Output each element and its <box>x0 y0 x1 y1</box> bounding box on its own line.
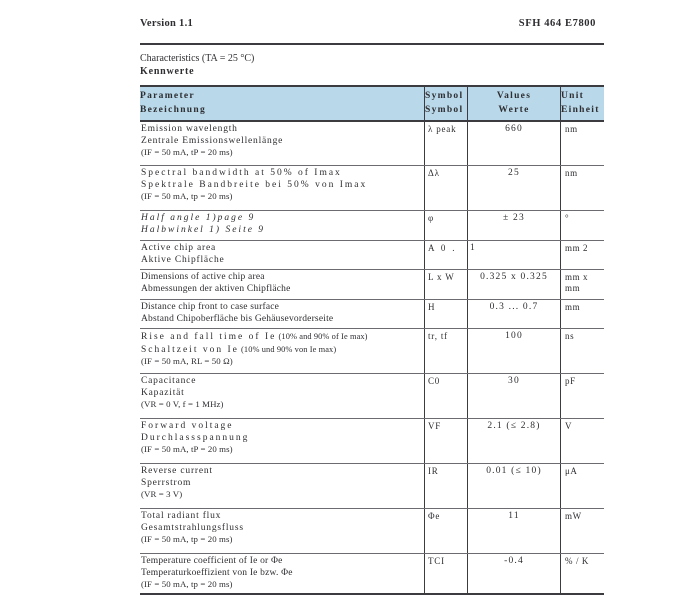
value-cell: 0.3 ... 0.7 <box>467 300 560 328</box>
param-line-de: Spektrale Bandbreite bei 50% von Imax <box>141 179 368 190</box>
unit-cell <box>560 374 604 418</box>
symbol-cell: L x W <box>424 270 467 299</box>
param-line-en: Spectral bandwidth at 50% of Imax <box>141 168 342 178</box>
unit-cell <box>560 211 604 240</box>
unit-cell <box>560 270 604 299</box>
header-values-en: Values <box>496 91 532 101</box>
header-rule <box>140 43 604 45</box>
table-row <box>140 464 604 509</box>
param-conditions: (IF = 50 mA, tp = 20 ms) <box>141 534 233 544</box>
unit-line: mm x <box>565 272 589 282</box>
param-conditions: (IF = 50 mA, tP = 20 ms) <box>141 147 233 157</box>
table-row <box>140 300 604 329</box>
param-conditions: (VR = 3 V) <box>141 489 183 499</box>
unit-cell <box>560 329 604 373</box>
parameter-cell <box>140 270 424 299</box>
table-row <box>140 419 604 464</box>
section-title-de: Kennwerte <box>140 65 195 77</box>
unit-cell <box>560 300 604 328</box>
header-unit-de: Einheit <box>561 105 600 115</box>
parameter-cell <box>140 554 424 593</box>
document-number: SFH 464 E7800 <box>518 18 596 29</box>
unit-line: ° <box>565 213 570 223</box>
param-line-en: Forward voltage <box>141 421 234 431</box>
table-row <box>140 329 604 374</box>
document-header <box>140 0 604 30</box>
param-line-en: Distance chip front to case surface <box>141 302 280 312</box>
unit-cell <box>560 122 604 165</box>
header-values-de: Werte <box>498 105 530 115</box>
value-cell: 30 <box>467 374 560 418</box>
header-parameter-de: Bezeichnung <box>140 105 207 115</box>
table-row <box>140 554 604 593</box>
symbol-cell: tr, tf <box>424 329 467 373</box>
unit-cell <box>560 166 604 210</box>
param-line-de: Gesamtstrahlungsfluss <box>141 522 244 533</box>
value-cell: -0.4 <box>467 554 560 593</box>
parameter-cell <box>140 122 424 165</box>
section-title-en: Characteristics (TA = 25 °C) <box>140 53 255 64</box>
param-line-en: Half angle 1)page 9 <box>141 213 256 223</box>
parameter-cell <box>140 509 424 553</box>
characteristics-table <box>140 85 604 595</box>
table-row <box>140 166 604 211</box>
unit-cell <box>560 554 604 593</box>
param-line-en: Temperature coefficient of Ie or Φe <box>141 556 283 566</box>
parameter-cell <box>140 241 424 269</box>
symbol-cell: VF <box>424 419 467 463</box>
parameter-cell <box>140 419 424 463</box>
table-body <box>140 122 604 595</box>
symbol-cell: IR <box>424 464 467 508</box>
header-symbol <box>424 87 467 120</box>
header-symbol-en: Symbol <box>425 91 464 101</box>
symbol-cell: TCI <box>424 554 467 593</box>
param-conditions: (IF = 50 mA, tp = 20 ms) <box>141 191 233 201</box>
value-cell: ± 23 <box>467 211 560 240</box>
param-conditions: (IF = 50 mA, tP = 20 ms) <box>141 444 233 454</box>
header-symbol-de: Symbol <box>425 105 464 115</box>
table-row <box>140 122 604 166</box>
param-note: (10% and 90% of Ie max) <box>276 332 368 341</box>
unit-cell <box>560 464 604 508</box>
param-line-en: Rise and fall time of Ie (10% and 90% of Ie max) <box>141 332 368 342</box>
unit-cell <box>560 419 604 463</box>
unit-cell <box>560 509 604 553</box>
unit-line: V <box>565 421 573 431</box>
table-row <box>140 374 604 419</box>
symbol-cell: C0 <box>424 374 467 418</box>
param-line-de: Abmessungen der aktiven Chipfläche <box>141 283 291 294</box>
param-line-en: Capacitance <box>141 376 197 386</box>
symbol-cell: λ peak <box>424 122 467 165</box>
unit-line: μA <box>565 466 578 476</box>
unit-line: mW <box>565 511 582 521</box>
value-cell: 1 <box>467 241 560 269</box>
value-cell: 100 <box>467 329 560 373</box>
table-row <box>140 241 604 270</box>
parameter-cell <box>140 166 424 210</box>
param-line-en: Emission wavelength <box>141 124 238 134</box>
parameter-cell <box>140 211 424 240</box>
symbol-cell: A 0 . <box>424 241 467 269</box>
header-values <box>467 87 560 120</box>
symbol-cell: H <box>424 300 467 328</box>
param-line-de: Schaltzeit von Ie (10% und 90% von Ie max) <box>141 344 337 355</box>
section-title <box>140 53 604 78</box>
param-line-de: Durchlassspannung <box>141 432 250 443</box>
param-conditions: (VR = 0 V, f = 1 MHz) <box>141 399 224 409</box>
param-note: (10% und 90% von Ie max) <box>238 344 337 354</box>
table-row <box>140 270 604 300</box>
header-parameter-en: Parameter <box>140 91 195 101</box>
unit-line: pF <box>565 376 576 386</box>
symbol-cell: Φe <box>424 509 467 553</box>
header-parameter <box>140 87 424 120</box>
param-line-de: Kapazität <box>141 387 185 398</box>
param-line-en: Active chip area <box>141 243 217 253</box>
param-line-de: Abstand Chipoberfläche bis Gehäusevorderseite <box>141 313 334 324</box>
value-cell: 660 <box>467 122 560 165</box>
param-line-de: Halbwinkel 1) Seite 9 <box>141 224 266 235</box>
unit-line: nm <box>565 168 578 178</box>
table-row <box>140 211 604 241</box>
symbol-cell: Δλ <box>424 166 467 210</box>
unit-cell <box>560 241 604 269</box>
param-line-de: Sperrstrom <box>141 477 192 488</box>
unit-line: mm <box>565 302 581 312</box>
param-line-de: Zentrale Emissionswellenlänge <box>141 135 284 146</box>
value-cell: 25 <box>467 166 560 210</box>
param-line-en: Reverse current <box>141 466 213 476</box>
parameter-cell <box>140 329 424 373</box>
symbol-cell: φ <box>424 211 467 240</box>
header-unit <box>560 87 604 120</box>
param-line-de: Aktive Chipfläche <box>141 254 225 265</box>
param-conditions: (IF = 50 mA, tp = 20 ms) <box>141 579 233 589</box>
parameter-cell <box>140 300 424 328</box>
value-cell: 2.1 (≤ 2.8) <box>467 419 560 463</box>
table-header-row <box>140 85 604 122</box>
value-cell: 0.01 (≤ 10) <box>467 464 560 508</box>
value-cell: 11 <box>467 509 560 553</box>
param-line-en: Dimensions of active chip area <box>141 272 265 282</box>
parameter-cell <box>140 374 424 418</box>
unit-line: mm 2 <box>565 243 589 253</box>
version-label: Version 1.1 <box>140 18 194 29</box>
param-conditions: (IF = 50 mA, RL = 50 Ω) <box>141 356 233 366</box>
value-cell: 0.325 x 0.325 <box>467 270 560 299</box>
unit-line: ns <box>565 331 575 341</box>
unit-line: % / K <box>565 556 589 566</box>
parameter-cell <box>140 464 424 508</box>
param-line-en: Total radiant flux <box>141 511 222 521</box>
unit-line: nm <box>565 124 578 134</box>
param-line-de: Temperaturkoeffizient von Ie bzw. Φe <box>141 567 293 578</box>
datasheet-page <box>140 0 604 595</box>
unit-line: mm <box>565 283 581 293</box>
table-row <box>140 509 604 554</box>
header-unit-en: Unit <box>561 91 585 101</box>
